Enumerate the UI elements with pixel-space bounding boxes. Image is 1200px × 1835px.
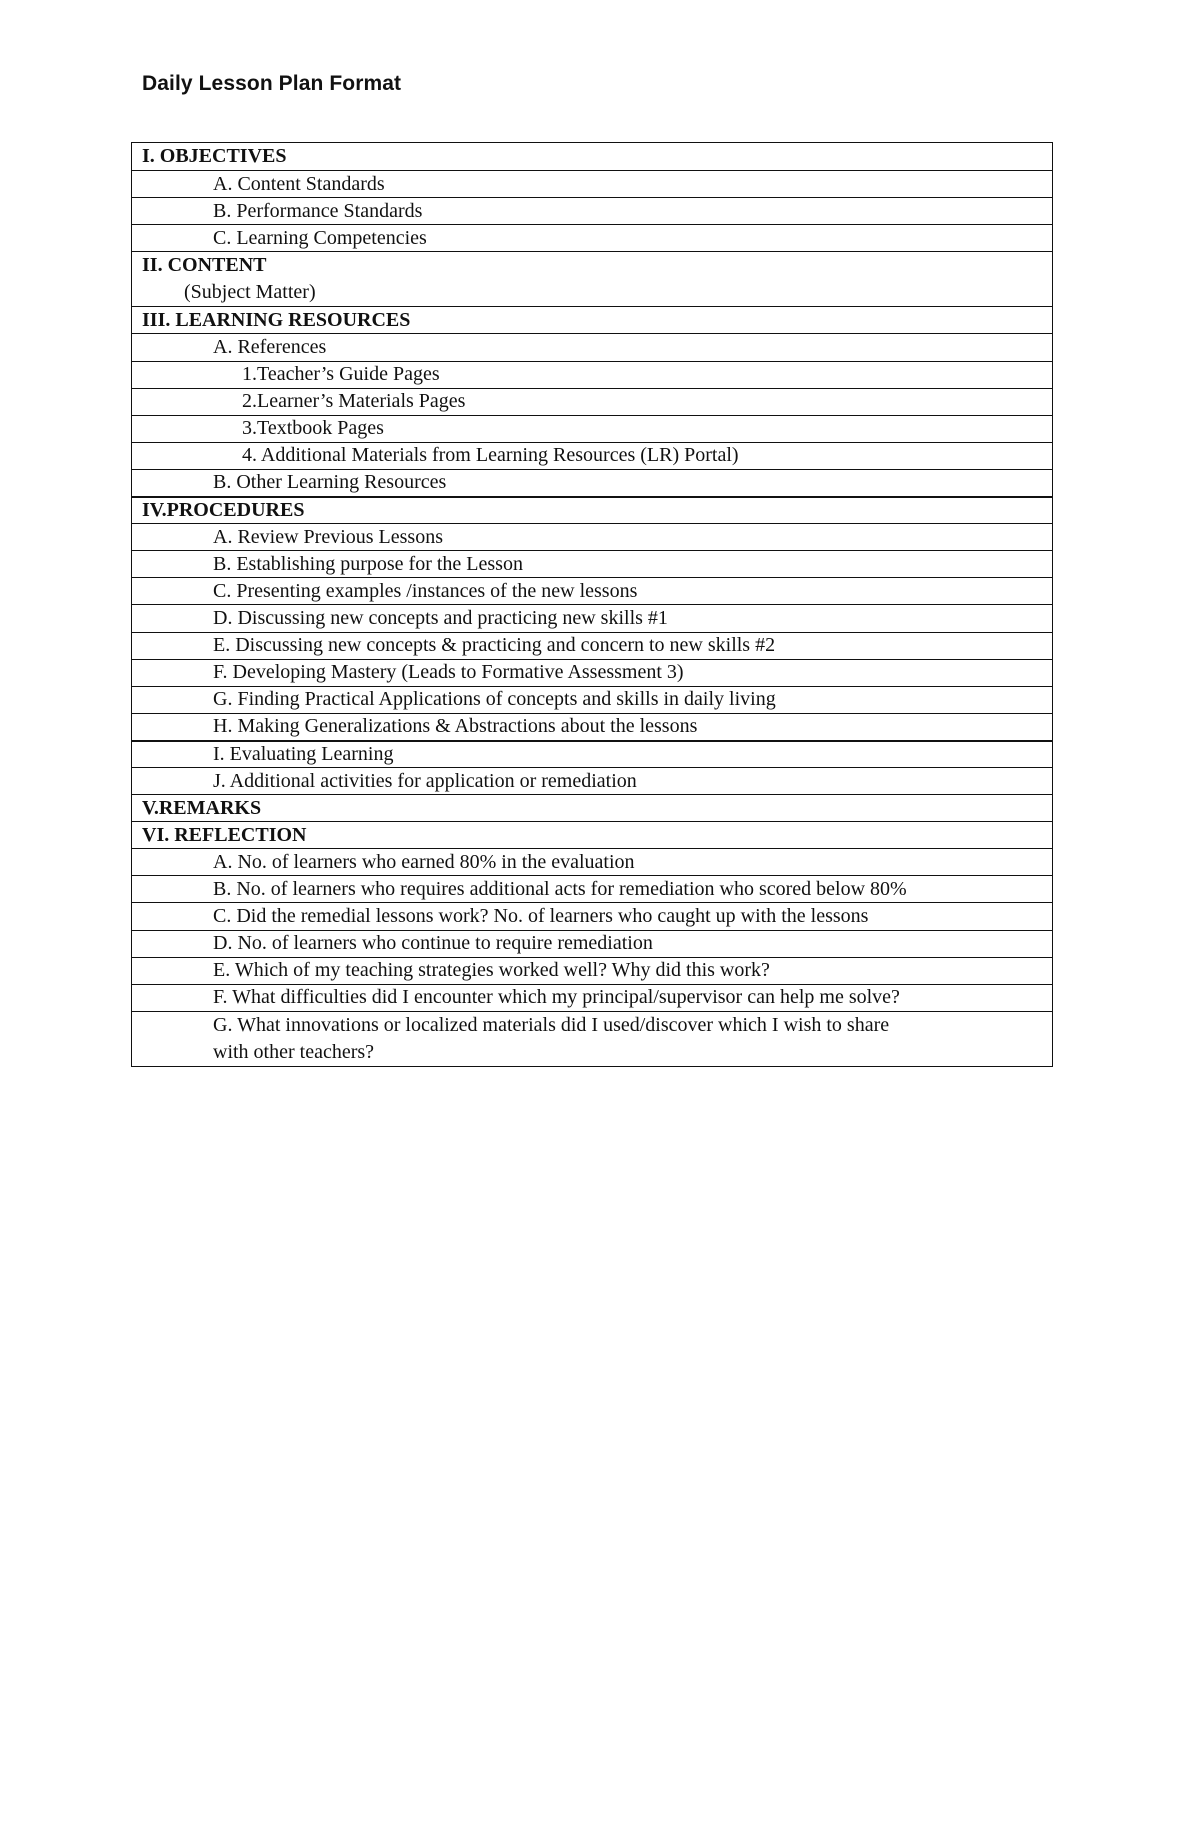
lesson-plan-table <box>131 142 1053 1067</box>
row-label: B. Other Learning Resources <box>213 471 447 494</box>
row-label-line: G. What innovations or localized materials did I used/discover which I wish to share <box>213 1013 890 1036</box>
section-heading: V.REMARKS <box>142 796 262 819</box>
table-row <box>132 415 1052 442</box>
row-label: E. Discussing new concepts & practicing and concern to new skills #2 <box>213 634 776 657</box>
table-row <box>132 469 1052 496</box>
row-label: E. Which of my teaching strategies worked well? Why did this work? <box>213 959 770 982</box>
section-content-row <box>132 251 1052 306</box>
section-heading: I. OBJECTIVES <box>142 145 287 168</box>
row-label: D. No. of learners who continue to require remediation <box>213 932 653 955</box>
table-row <box>132 577 1052 604</box>
row-label: G. Finding Practical Applications of concepts and skills in daily living <box>213 688 776 711</box>
row-label: 3.Textbook Pages <box>242 417 384 440</box>
table-row <box>132 659 1052 686</box>
row-label: 1.Teacher’s Guide Pages <box>242 363 440 386</box>
section-heading: VI. REFLECTION <box>142 823 307 846</box>
table-row <box>132 197 1052 224</box>
table-row <box>132 686 1052 713</box>
table-row <box>132 170 1052 197</box>
table-row <box>132 333 1052 360</box>
table-row <box>132 875 1052 902</box>
table-row <box>132 361 1052 388</box>
row-label: F. Developing Mastery (Leads to Formative Assessment 3) <box>213 661 684 684</box>
row-label: J. Additional activities for application or remediation <box>213 769 637 792</box>
table-row <box>132 957 1052 984</box>
table-row <box>132 740 1052 767</box>
section-heading: II. CONTENT <box>142 254 267 277</box>
row-label: C. Presenting examples /instances of the new lessons <box>213 579 638 602</box>
row-label: I. Evaluating Learning <box>213 742 394 765</box>
row-label: 2.Learner’s Materials Pages <box>242 390 466 413</box>
row-label: C. Did the remedial lessons work? No. of learners who caught up with the lessons <box>213 904 869 927</box>
row-label: C. Learning Competencies <box>213 226 427 249</box>
table-row <box>132 550 1052 577</box>
section-heading: III. LEARNING RESOURCES <box>142 308 411 331</box>
row-label: 4. Additional Materials from Learning Resources (LR) Portal) <box>242 444 739 467</box>
table-row <box>132 902 1052 929</box>
table-row <box>132 224 1052 251</box>
table-row <box>132 442 1052 469</box>
table-row <box>132 523 1052 550</box>
row-label: H. Making Generalizations & Abstractions about the lessons <box>213 715 698 738</box>
section-heading: IV.PROCEDURES <box>142 499 305 522</box>
row-label: A. No. of learners who earned 80% in the evaluation <box>213 850 635 873</box>
table-row <box>132 930 1052 957</box>
row-label: A. Review Previous Lessons <box>213 525 443 548</box>
row-label: D. Discussing new concepts and practicing new skills #1 <box>213 606 668 629</box>
row-label: B. No. of learners who requires additional acts for remediation who scored below 80% <box>213 877 907 900</box>
table-row <box>132 632 1052 659</box>
table-row <box>132 713 1052 740</box>
table-row <box>132 388 1052 415</box>
section-remarks-row <box>132 794 1052 821</box>
row-label: A. References <box>213 336 327 359</box>
table-row <box>132 984 1052 1011</box>
section-objectives-row <box>132 143 1052 170</box>
row-label: A. Content Standards <box>213 172 385 195</box>
section-procedures-row <box>132 496 1052 523</box>
table-row <box>132 767 1052 794</box>
row-label: B. Establishing purpose for the Lesson <box>213 552 523 575</box>
table-row <box>132 1011 1052 1066</box>
section-note: (Subject Matter) <box>184 281 316 304</box>
row-label-line: with other teachers? <box>213 1040 375 1063</box>
row-label: F. What difficulties did I encounter which my principal/supervisor can help me solve? <box>213 986 900 1009</box>
table-row <box>132 848 1052 875</box>
section-learning-resources-row <box>132 306 1052 333</box>
page-title: Daily Lesson Plan Format <box>142 72 402 95</box>
section-reflection-row <box>132 821 1052 848</box>
row-label: B. Performance Standards <box>213 199 423 222</box>
table-row <box>132 604 1052 631</box>
